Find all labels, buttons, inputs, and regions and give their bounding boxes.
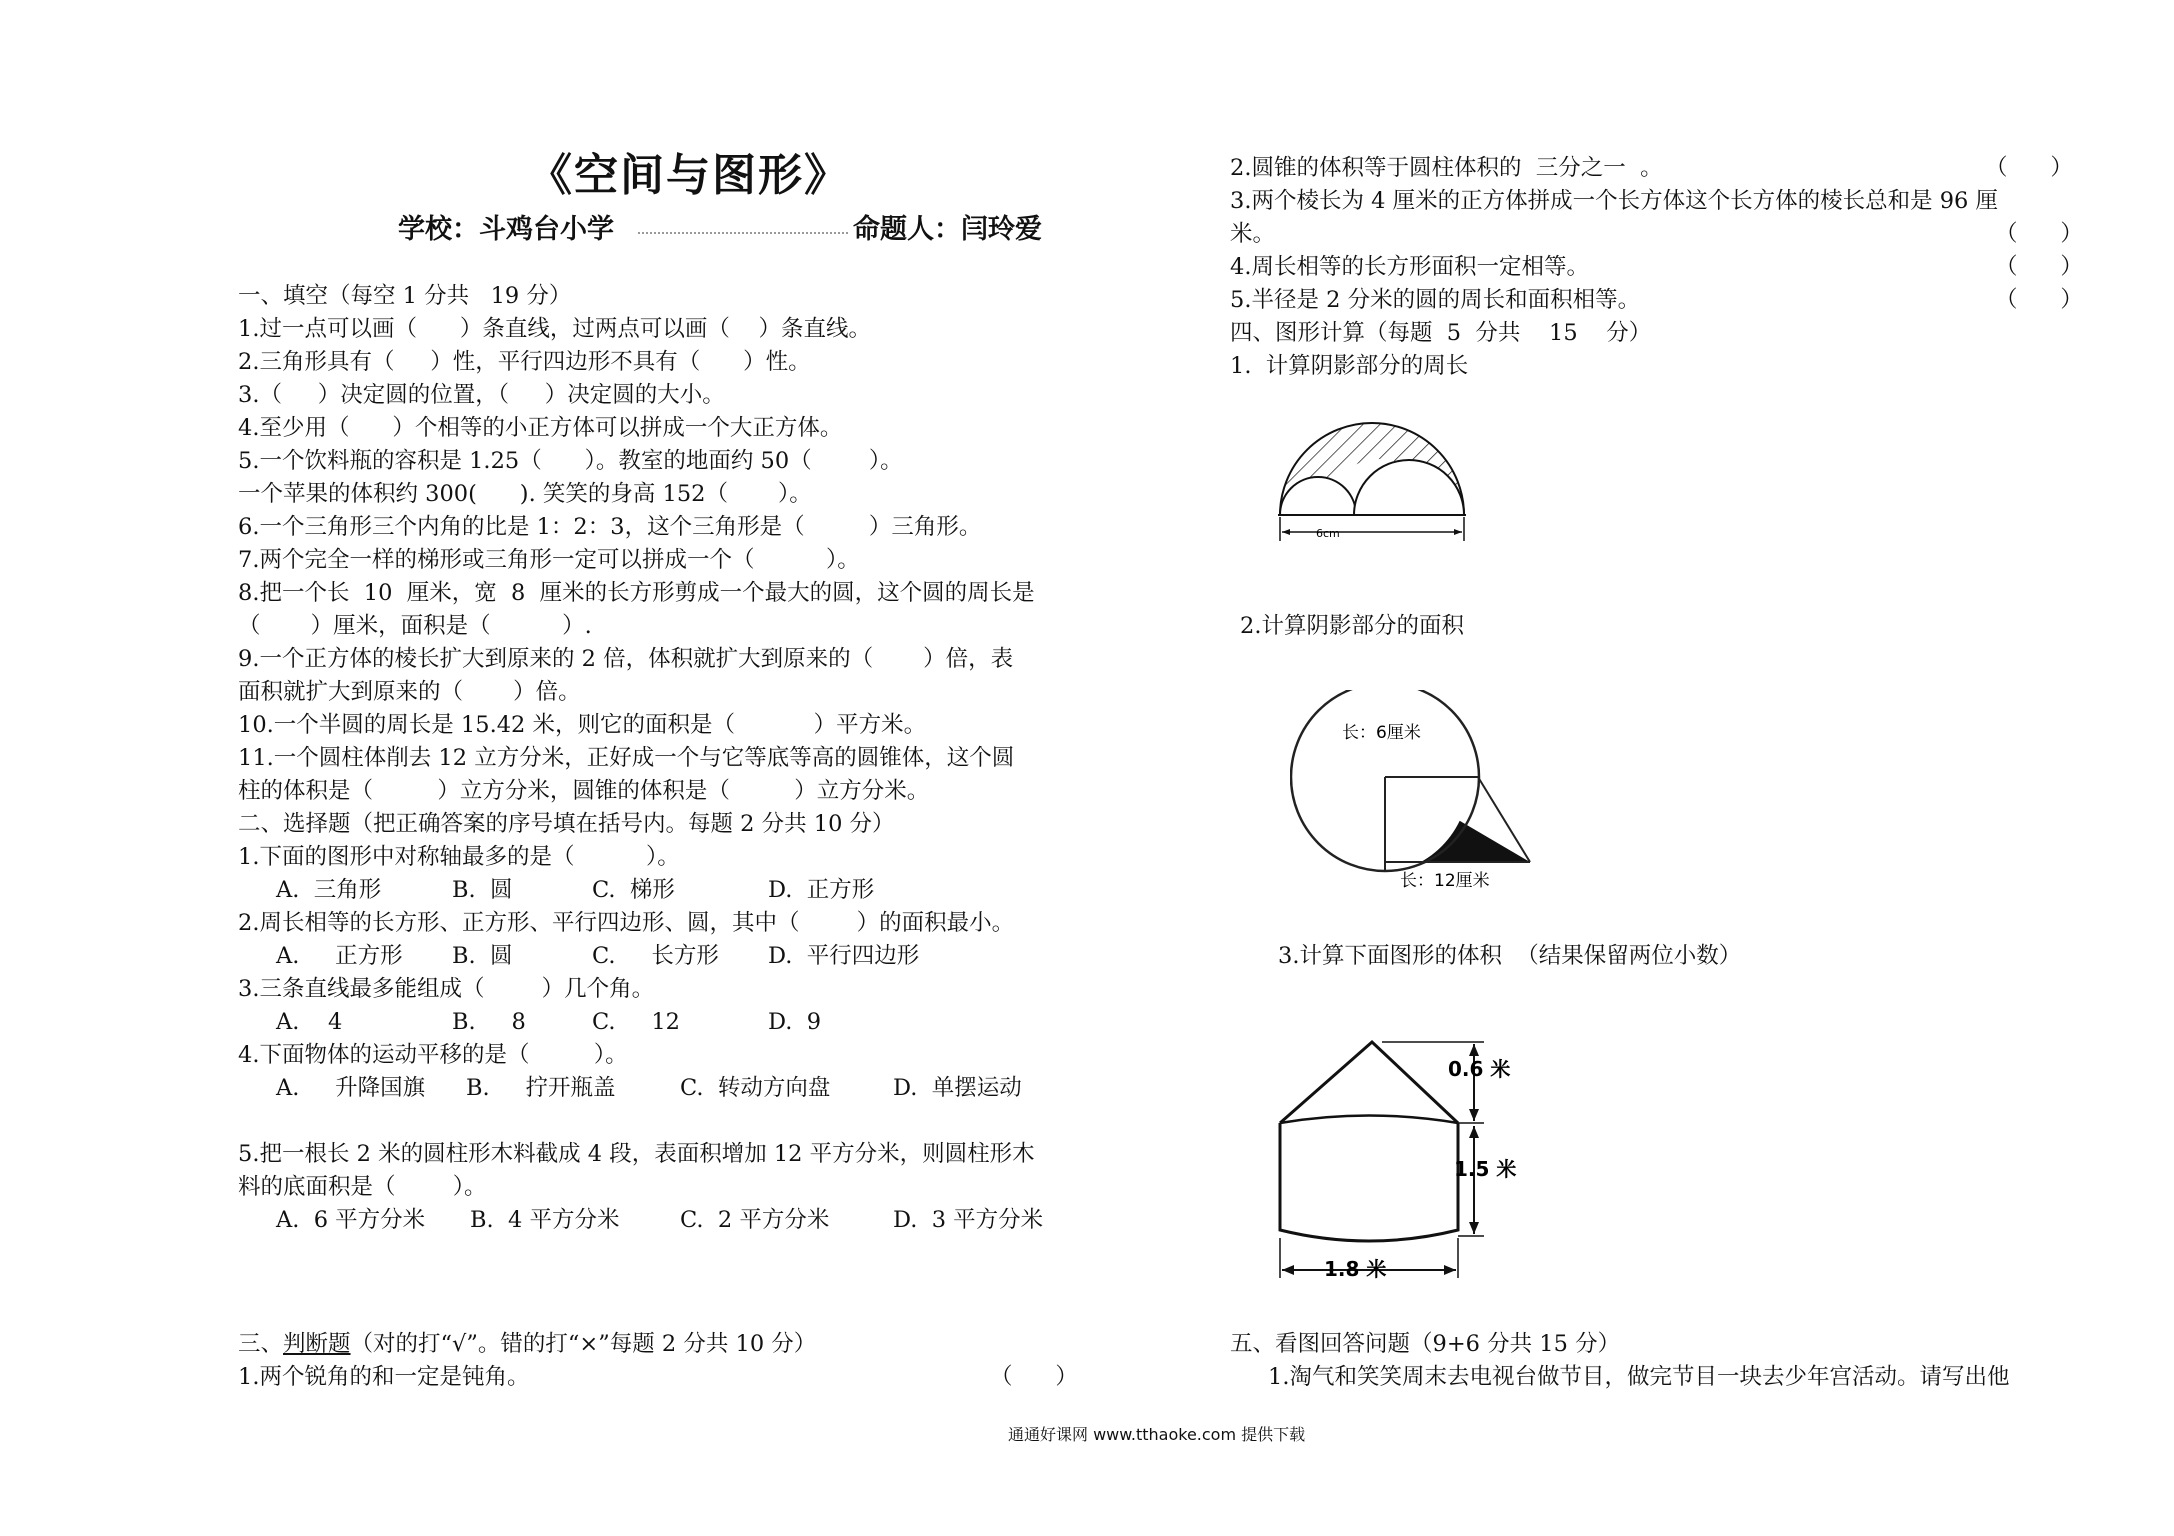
choice-option: B. 拧开瓶盖 (466, 1075, 616, 1101)
choice-option: A. 6 平方分米 (276, 1207, 426, 1233)
choice-option: A. 正方形 (276, 943, 403, 969)
footer: 通通好课网 www.tthaoke.com 提供下载 (1008, 1425, 1306, 1444)
question-line: 3.（ ）决定圆的位置，（ ）决定圆的大小。 (238, 382, 725, 408)
answer-paren: （ ） (1995, 221, 2083, 247)
question-line: 4.至少用（ ）个相等的小正方体可以拼成一个大正方体。 (238, 415, 843, 441)
question-line: 1.过一点可以画（ ）条直线，过两点可以画（ ）条直线。 (238, 316, 871, 342)
choice-option: D. 9 (768, 1009, 822, 1035)
answer-paren: （ ） (1995, 287, 2083, 313)
choice-question: 2.周长相等的长方形、正方形、平行四边形、圆，其中（ ）的面积最小。 (238, 910, 1015, 936)
choice-option: B. 圆 (452, 943, 513, 969)
question-line: 7.两个完全一样的梯形或三角形一定可以拼成一个（ ）。 (238, 547, 860, 573)
question-line: （ ）厘米，面积是（ ）. (238, 613, 592, 639)
judge-item: 4.周长相等的长方形面积一定相等。 (1230, 254, 1589, 280)
choice-question: 4.下面物体的运动平移的是（ ）。 (238, 1042, 628, 1068)
answer-paren: （ ） (990, 1364, 1078, 1390)
judge-item: 1.两个锐角的和一定是钝角。 (238, 1364, 530, 1390)
school-label: 学校：斗鸡台小学 (398, 214, 614, 245)
choice-option: A. 4 (276, 1009, 343, 1035)
choice-option: D. 正方形 (768, 877, 875, 903)
question-line: 1.淘气和笑笑周末去电视台做节目，做完节目一块去少年宫活动。请写出他 (1268, 1364, 2010, 1390)
question-line: 10.一个半圆的周长是 15.42 米，则它的面积是（ ）平方米。 (238, 712, 927, 738)
judge-item: 2.圆锥的体积等于圆柱体积的 三分之一 。 (1230, 155, 1663, 181)
question-line: 5.一个饮料瓶的容积是 1.25（ ）。教室的地面约 50（ ）。 (238, 448, 903, 474)
section1-heading: 一、填空（每空 1 分共 19 分） (238, 283, 572, 309)
choice-option: C. 长方形 (592, 943, 719, 969)
section5-heading: 五、看图回答问题（9+6 分共 15 分） (1230, 1331, 1621, 1357)
choice-option: D. 3 平方分米 (893, 1207, 1044, 1233)
author-label: 命题人：闫玲爱 (853, 214, 1042, 245)
shaded-semicircle-figure (1270, 415, 1480, 545)
section2-heading: 二、选择题（把正确答案的序号填在括号内。每题 2 分共 10 分） (238, 811, 895, 837)
choice-option: D. 平行四边形 (768, 943, 920, 969)
page-title: 《空间与图形》 (528, 150, 850, 201)
figure2-label-bottom: 长：12厘米 (1400, 871, 1490, 890)
choice-option: B. 4 平方分米 (470, 1207, 620, 1233)
question-line: 柱的体积是（ ）立方分米，圆锥的体积是（ ）立方分米。 (238, 778, 930, 804)
calc-question-2: 2.计算阴影部分的面积 (1240, 613, 1464, 639)
choice-option: C. 梯形 (592, 877, 675, 903)
choice-question: 3.三条直线最多能组成（ ）几个角。 (238, 976, 655, 1002)
question-line: 11.一个圆柱体削去 12 立方分米，正好成一个与它等底等高的圆锥体，这个圆 (238, 745, 1015, 771)
figure1-label: 6cm (1316, 527, 1340, 540)
choice-question: 料的底面积是（ ）。 (238, 1174, 487, 1200)
answer-paren: （ ） (1995, 254, 2083, 280)
question-line: 8.把一个长 10 厘米，宽 8 厘米的长方形剪成一个最大的圆，这个圆的周长是 (238, 580, 1035, 606)
question-line: 面积就扩大到原来的（ ）倍。 (238, 679, 581, 705)
calc-question-1: 1. 计算阴影部分的周长 (1230, 353, 1469, 379)
judge-item: 5.半径是 2 分米的圆的周长和面积相等。 (1230, 287, 1641, 313)
section4-heading: 四、图形计算（每题 5 分共 15 分） (1230, 320, 1652, 346)
choice-option: B. 圆 (452, 877, 513, 903)
choice-option: C. 转动方向盘 (680, 1075, 831, 1101)
choice-option: C. 12 (592, 1009, 680, 1035)
choice-question: 5.把一根长 2 米的圆柱形木料截成 4 段，表面积增加 12 平方分米，则圆柱形木 (238, 1141, 1035, 1167)
question-line: 6.一个三角形三个内角的比是 1：2：3，这个三角形是（ ）三角形。 (238, 514, 982, 540)
section3-heading: 三、判断题（对的打“√”。错的打“×”每题 2 分共 10 分） (238, 1331, 817, 1357)
cone-cylinder-figure (1262, 1030, 1562, 1290)
figure2-label-top: 长：6厘米 (1342, 723, 1421, 743)
answer-paren: （ ） (1985, 155, 2073, 181)
choice-option: D. 单摆运动 (893, 1075, 1022, 1101)
judge-item: 米。 (1230, 221, 1276, 247)
shaded-triangle-circle-figure (1290, 690, 1600, 890)
choice-option: A. 升降国旗 (276, 1075, 426, 1101)
question-line: 一个苹果的体积约 300( ). 笑笑的身高 152（ ）。 (238, 481, 812, 507)
figure3-label-cone: 0.6 米 (1448, 1057, 1511, 1081)
question-line: 9.一个正方体的棱长扩大到原来的 2 倍，体积就扩大到原来的（ ）倍，表 (238, 646, 1014, 672)
choice-option: B. 8 (452, 1009, 526, 1035)
choice-option: C. 2 平方分米 (680, 1207, 830, 1233)
judge-item: 3.两个棱长为 4 厘米的正方体拼成一个长方体这个长方体的棱长总和是 96 厘 (1230, 188, 1999, 214)
calc-question-3: 3.计算下面图形的体积 （结果保留两位小数） (1278, 943, 1742, 969)
dotted-divider (638, 232, 848, 234)
figure3-label-base: 1.8 米 (1324, 1257, 1387, 1281)
choice-option: A. 三角形 (276, 877, 382, 903)
choice-question: 1.下面的图形中对称轴最多的是（ ）。 (238, 844, 680, 870)
figure3-label-cylinder: 1.5 米 (1454, 1157, 1517, 1181)
question-line: 2.三角形具有（ ）性，平行四边形不具有（ ）性。 (238, 349, 811, 375)
